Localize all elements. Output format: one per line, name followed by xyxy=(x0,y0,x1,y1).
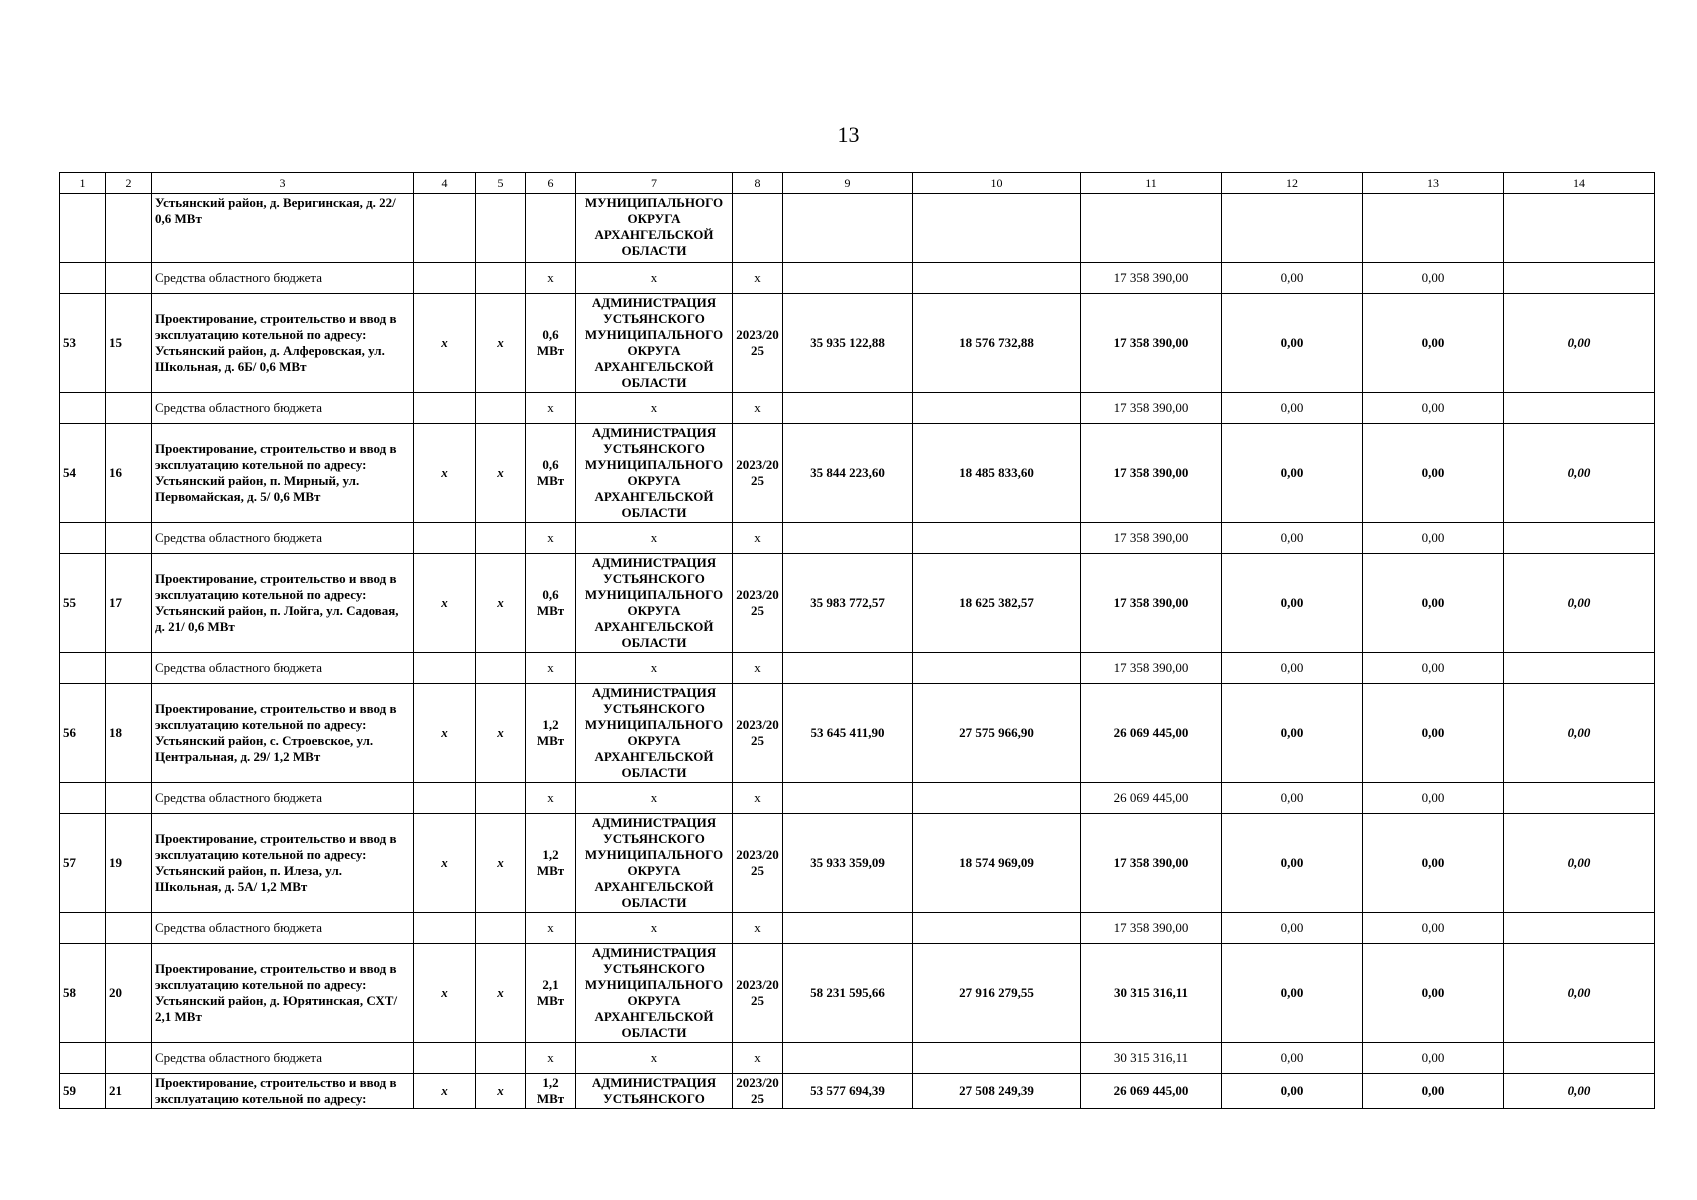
cell-c13: 0,00 xyxy=(1363,1043,1504,1074)
funding-source-row xyxy=(60,393,1655,424)
cell-c4: x xyxy=(414,424,476,523)
cell-c12: 0,00 xyxy=(1222,1074,1363,1109)
cell-c10: 27 508 249,39 xyxy=(913,1074,1081,1109)
cell-c6: x xyxy=(526,913,576,944)
object-name: Проектирование, строительство и ввод в эксплуатацию котельной по адресу: Устьянский район, п. Лойга, ул. Садовая, д. 21/ 0,6 МВт xyxy=(152,554,414,653)
cell-c13: 0,00 xyxy=(1363,523,1504,554)
cell-c13: 0,00 xyxy=(1363,684,1504,783)
cell-c13: 0,00 xyxy=(1363,913,1504,944)
cell-c7: x xyxy=(576,653,733,684)
cell-c10: 18 576 732,88 xyxy=(913,294,1081,393)
responsible-org: АДМИНИСТРАЦИЯ УСТЬЯНСКОГО МУНИЦИПАЛЬНОГО ОКРУГА АРХАНГЕЛЬСКОЙ ОБЛАСТИ xyxy=(576,554,733,653)
cell-c7: x xyxy=(576,783,733,814)
cell-c5: x xyxy=(476,814,526,913)
object-name: Проектирование, строительство и ввод в эксплуатацию котельной по адресу: Устьянский район, д. Юрятинская, СХТ/ 2,1 МВт xyxy=(152,944,414,1043)
budget-table xyxy=(59,172,1655,1109)
header-cell: 4 xyxy=(414,173,476,194)
funding-source-row xyxy=(60,263,1655,294)
cell-c14: 0,00 xyxy=(1504,424,1655,523)
period: 2023/20 25 xyxy=(733,814,783,913)
row-number: 54 xyxy=(60,424,106,523)
continuation-row xyxy=(60,194,1655,263)
object-row xyxy=(60,684,1655,783)
cell-c4: x xyxy=(414,554,476,653)
cell-c9: 35 844 223,60 xyxy=(783,424,913,523)
cell-c6: x xyxy=(526,1043,576,1074)
cell-c8: x xyxy=(733,393,783,424)
cell-c13: 0,00 xyxy=(1363,424,1504,523)
cell-c13: 0,00 xyxy=(1363,1074,1504,1109)
period: 2023/20 25 xyxy=(733,424,783,523)
object-row xyxy=(60,294,1655,393)
cell-c4: x xyxy=(414,684,476,783)
cell-c5: x xyxy=(476,944,526,1043)
responsible-org: АДМИНИСТРАЦИЯ УСТЬЯНСКОГО МУНИЦИПАЛЬНОГО ОКРУГА АРХАНГЕЛЬСКОЙ ОБЛАСТИ xyxy=(576,944,733,1043)
cell-c5: x xyxy=(476,554,526,653)
funding-source-label: Средства областного бюджета xyxy=(152,393,414,424)
item-number: 21 xyxy=(106,1074,152,1109)
period: 2023/20 25 xyxy=(733,1074,783,1109)
responsible-org: АДМИНИСТРАЦИЯ УСТЬЯНСКОГО МУНИЦИПАЛЬНОГО ОКРУГА АРХАНГЕЛЬСКОЙ ОБЛАСТИ xyxy=(576,424,733,523)
object-row xyxy=(60,814,1655,913)
cell-c5: x xyxy=(476,294,526,393)
cell-c11: 17 358 390,00 xyxy=(1081,653,1222,684)
cell-c7: x xyxy=(576,393,733,424)
cell-c12: 0,00 xyxy=(1222,684,1363,783)
header-cell: 5 xyxy=(476,173,526,194)
cell-c12: 0,00 xyxy=(1222,294,1363,393)
cell-c5: x xyxy=(476,424,526,523)
responsible-org: МУНИЦИПАЛЬНОГО ОКРУГА АРХАНГЕЛЬСКОЙ ОБЛАСТИ xyxy=(576,194,733,263)
cell-c12: 0,00 xyxy=(1222,814,1363,913)
cell-c14: 0,00 xyxy=(1504,554,1655,653)
funding-source-row xyxy=(60,1043,1655,1074)
cell-c13: 0,00 xyxy=(1363,814,1504,913)
cell-c12: 0,00 xyxy=(1222,393,1363,424)
header-cell: 10 xyxy=(913,173,1081,194)
cell-c11: 17 358 390,00 xyxy=(1081,294,1222,393)
column-number-header xyxy=(60,173,1655,194)
header-cell: 12 xyxy=(1222,173,1363,194)
cell-c10: 18 625 382,57 xyxy=(913,554,1081,653)
row-number: 57 xyxy=(60,814,106,913)
cell-c7: x xyxy=(576,913,733,944)
cell-c13: 0,00 xyxy=(1363,263,1504,294)
cell-c9: 35 935 122,88 xyxy=(783,294,913,393)
cell-c6: x xyxy=(526,263,576,294)
cell-c9: 35 933 359,09 xyxy=(783,814,913,913)
funding-source-label: Средства областного бюджета xyxy=(152,783,414,814)
cell-c13: 0,00 xyxy=(1363,393,1504,424)
row-number: 55 xyxy=(60,554,106,653)
cell-c9: 53 645 411,90 xyxy=(783,684,913,783)
object-name: Проектирование, строительство и ввод в эксплуатацию котельной по адресу: Устьянский район, с. Строевское, ул. Центральная, д. 29/ 1,2 МВт xyxy=(152,684,414,783)
funding-source-row xyxy=(60,523,1655,554)
cell-c6: x xyxy=(526,653,576,684)
object-row xyxy=(60,1074,1655,1109)
row-number: 59 xyxy=(60,1074,106,1109)
cell-c14: 0,00 xyxy=(1504,1074,1655,1109)
cell-c10: 27 916 279,55 xyxy=(913,944,1081,1043)
cell-c8: x xyxy=(733,263,783,294)
cell-c11: 30 315 316,11 xyxy=(1081,944,1222,1043)
header-cell: 13 xyxy=(1363,173,1504,194)
header-cell: 2 xyxy=(106,173,152,194)
funding-source-row xyxy=(60,913,1655,944)
period: 2023/20 25 xyxy=(733,684,783,783)
capacity: 0,6 МВт xyxy=(526,424,576,523)
responsible-org: АДМИНИСТРАЦИЯ УСТЬЯНСКОГО xyxy=(576,1074,733,1109)
cell-c10: 27 575 966,90 xyxy=(913,684,1081,783)
header-cell: 6 xyxy=(526,173,576,194)
item-number: 15 xyxy=(106,294,152,393)
cell-c8: x xyxy=(733,523,783,554)
cell-c13: 0,00 xyxy=(1363,294,1504,393)
capacity: 2,1 МВт xyxy=(526,944,576,1043)
cell-c10: 18 485 833,60 xyxy=(913,424,1081,523)
page-number: 13 xyxy=(837,122,860,147)
item-number: 18 xyxy=(106,684,152,783)
cell-c11: 17 358 390,00 xyxy=(1081,393,1222,424)
header-cell: 11 xyxy=(1081,173,1222,194)
cell-c11: 17 358 390,00 xyxy=(1081,424,1222,523)
funding-source-label: Средства областного бюджета xyxy=(152,913,414,944)
cell-c13: 0,00 xyxy=(1363,653,1504,684)
cell-c4: x xyxy=(414,294,476,393)
cell-c11: 26 069 445,00 xyxy=(1081,783,1222,814)
item-number: 17 xyxy=(106,554,152,653)
cell-c9: 58 231 595,66 xyxy=(783,944,913,1043)
object-row xyxy=(60,554,1655,653)
funding-source-row xyxy=(60,783,1655,814)
cell-c9: 35 983 772,57 xyxy=(783,554,913,653)
cell-c5: x xyxy=(476,1074,526,1109)
cell-c14: 0,00 xyxy=(1504,814,1655,913)
cell-c6: x xyxy=(526,523,576,554)
header-cell: 7 xyxy=(576,173,733,194)
cell-c14: 0,00 xyxy=(1504,944,1655,1043)
cell-c11: 26 069 445,00 xyxy=(1081,684,1222,783)
cell-c4: x xyxy=(414,944,476,1043)
cell-c7: x xyxy=(576,263,733,294)
period: 2023/20 25 xyxy=(733,294,783,393)
responsible-org: АДМИНИСТРАЦИЯ УСТЬЯНСКОГО МУНИЦИПАЛЬНОГО ОКРУГА АРХАНГЕЛЬСКОЙ ОБЛАСТИ xyxy=(576,814,733,913)
cell-c12: 0,00 xyxy=(1222,783,1363,814)
cell-c12: 0,00 xyxy=(1222,424,1363,523)
cell-c13: 0,00 xyxy=(1363,783,1504,814)
cell-c11: 17 358 390,00 xyxy=(1081,554,1222,653)
row-number: 56 xyxy=(60,684,106,783)
capacity: 1,2 МВт xyxy=(526,1074,576,1109)
responsible-org: АДМИНИСТРАЦИЯ УСТЬЯНСКОГО МУНИЦИПАЛЬНОГО ОКРУГА АРХАНГЕЛЬСКОЙ ОБЛАСТИ xyxy=(576,684,733,783)
cell-c4: x xyxy=(414,814,476,913)
cell-c12: 0,00 xyxy=(1222,944,1363,1043)
capacity: 1,2 МВт xyxy=(526,684,576,783)
header-cell: 1 xyxy=(60,173,106,194)
funding-source-label: Средства областного бюджета xyxy=(152,653,414,684)
object-name: Проектирование, строительство и ввод в эксплуатацию котельной по адресу: Устьянский район, п. Мирный, ул. Первомайская, д. 5/ 0,6 МВт xyxy=(152,424,414,523)
cell-c12: 0,00 xyxy=(1222,523,1363,554)
cell-c6: x xyxy=(526,393,576,424)
header-cell: 14 xyxy=(1504,173,1655,194)
object-name: Проектирование, строительство и ввод в эксплуатацию котельной по адресу: xyxy=(152,1074,414,1109)
header-cell: 8 xyxy=(733,173,783,194)
cell-c11: 30 315 316,11 xyxy=(1081,1043,1222,1074)
cell-c5: x xyxy=(476,684,526,783)
header-cell: 3 xyxy=(152,173,414,194)
funding-source-label: Средства областного бюджета xyxy=(152,1043,414,1074)
cell-c12: 0,00 xyxy=(1222,263,1363,294)
cell-c12: 0,00 xyxy=(1222,653,1363,684)
cell-c9: 53 577 694,39 xyxy=(783,1074,913,1109)
cell-c14: 0,00 xyxy=(1504,684,1655,783)
cell-c11: 17 358 390,00 xyxy=(1081,913,1222,944)
cell-c11: 17 358 390,00 xyxy=(1081,814,1222,913)
object-name: Проектирование, строительство и ввод в эксплуатацию котельной по адресу: Устьянский район, д. Алферовская, ул. Школьная, д. 6Б/ 0,6 МВт xyxy=(152,294,414,393)
object-name: Проектирование, строительство и ввод в эксплуатацию котельной по адресу: Устьянский район, п. Илеза, ул. Школьная, д. 5А/ 1,2 МВт xyxy=(152,814,414,913)
cell-c8: x xyxy=(733,653,783,684)
funding-source-label: Средства областного бюджета xyxy=(152,263,414,294)
funding-source-row xyxy=(60,653,1655,684)
cell-c11: 17 358 390,00 xyxy=(1081,523,1222,554)
object-name: Устьянский район, д. Веригинская, д. 22/ 0,6 МВт xyxy=(152,194,414,263)
cell-c11: 17 358 390,00 xyxy=(1081,263,1222,294)
cell-c12: 0,00 xyxy=(1222,554,1363,653)
object-row xyxy=(60,944,1655,1043)
item-number: 20 xyxy=(106,944,152,1043)
cell-c14: 0,00 xyxy=(1504,294,1655,393)
funding-source-label: Средства областного бюджета xyxy=(152,523,414,554)
cell-c7: x xyxy=(576,523,733,554)
capacity: 1,2 МВт xyxy=(526,814,576,913)
period: 2023/20 25 xyxy=(733,944,783,1043)
cell-c4: x xyxy=(414,1074,476,1109)
item-number: 19 xyxy=(106,814,152,913)
cell-c6: x xyxy=(526,783,576,814)
cell-c10: 18 574 969,09 xyxy=(913,814,1081,913)
cell-c8: x xyxy=(733,1043,783,1074)
row-number: 58 xyxy=(60,944,106,1043)
responsible-org: АДМИНИСТРАЦИЯ УСТЬЯНСКОГО МУНИЦИПАЛЬНОГО ОКРУГА АРХАНГЕЛЬСКОЙ ОБЛАСТИ xyxy=(576,294,733,393)
cell-c8: x xyxy=(733,783,783,814)
period: 2023/20 25 xyxy=(733,554,783,653)
cell-c7: x xyxy=(576,1043,733,1074)
cell-c12: 0,00 xyxy=(1222,1043,1363,1074)
cell-c8: x xyxy=(733,913,783,944)
row-number: 53 xyxy=(60,294,106,393)
cell-c13: 0,00 xyxy=(1363,944,1504,1043)
capacity: 0,6 МВт xyxy=(526,294,576,393)
capacity: 0,6 МВт xyxy=(526,554,576,653)
cell-c12: 0,00 xyxy=(1222,913,1363,944)
cell-c11: 26 069 445,00 xyxy=(1081,1074,1222,1109)
item-number: 16 xyxy=(106,424,152,523)
cell-c13: 0,00 xyxy=(1363,554,1504,653)
header-cell: 9 xyxy=(783,173,913,194)
object-row xyxy=(60,424,1655,523)
